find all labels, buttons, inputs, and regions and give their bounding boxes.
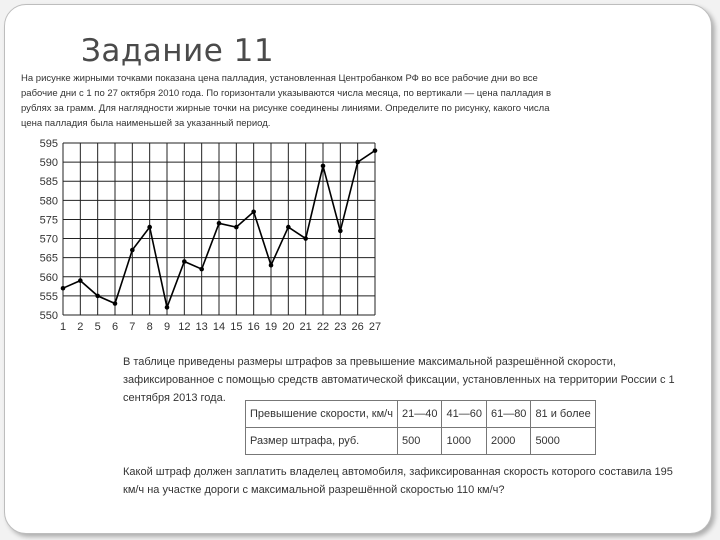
x-tick-label: 6 [111,321,119,333]
x-tick-label: 23 [334,321,347,333]
table-cell: 2000 [486,428,530,455]
table-cell: 41—60 [442,401,486,428]
x-tick-label: 7 [129,321,136,333]
table-cell: 5000 [531,428,595,455]
data-point [147,225,152,230]
x-tick-label: 12 [178,321,191,333]
data-point [286,225,291,230]
x-tick-label: 20 [282,321,295,333]
table-header-cell: Превышение скорости, км/ч [246,401,398,428]
table-row [246,428,596,455]
question-text: Какой штраф должен заплатить владелец автомобиля, зафиксированная скорость которого составила 195 км/ч на участке дороги с максимальной разрешённой скоростью 110 км/ч? [123,466,673,496]
slide [4,4,712,534]
data-point [303,236,308,241]
x-tick-label: 14 [212,321,226,333]
data-point [338,229,343,234]
y-tick-label: 560 [39,271,58,284]
data-point [61,286,66,291]
y-tick-label: 590 [39,157,58,170]
table-header-cell: Размер штрафа, руб. [246,428,398,455]
table-cell: 1000 [442,428,486,455]
y-tick-label: 550 [39,310,58,322]
fines-description: В таблице приведены размеры штрафов за превышение максимальной разрешённой скорости, зафиксированное с помощью средств автоматической фиксации, установленных на территории России с 1 сентября 2013 года. [123,356,675,404]
table-cell: 61—80 [486,401,530,428]
data-point [130,248,135,253]
x-tick-label: 1 [59,321,67,333]
data-point [182,259,187,264]
data-point [321,164,326,169]
x-tick-label: 21 [299,321,312,333]
x-tick-label: 5 [94,321,101,333]
y-tick-label: 585 [39,176,58,189]
data-point [269,263,274,268]
table-cell: 21—40 [397,401,441,428]
x-tick-label: 22 [316,321,330,333]
y-tick-label: 565 [39,252,58,265]
data-point [355,160,360,165]
x-tick-label: 13 [195,321,208,333]
y-tick-label: 580 [39,195,58,208]
x-tick-label: 2 [77,321,84,333]
y-tick-label: 575 [39,214,58,227]
task-text: На рисунке жирными точками показана цена палладия, установленная Центробанком РФ во все рабочие дни во все рабочие дни с 1 по 27 октября 2010 года. По горизонтали указываются числа месяца, по вертикали — цена палладия в рублях за грамм. Для наглядности жирные точки на рисунке соединены линиями. Определите по рисунку, какого числа цена палладия была наименьшей за указанный период. [21,73,552,129]
x-tick-label: 26 [351,321,364,333]
data-point [199,267,204,272]
x-tick-label: 9 [163,321,171,333]
data-point [78,278,83,283]
x-tick-label: 27 [368,321,382,333]
y-tick-label: 595 [39,138,58,150]
fines-table [245,400,596,455]
data-point [373,148,378,153]
palladium-price-chart [23,135,383,335]
x-tick-label: 8 [146,321,153,333]
data-point [95,294,100,299]
data-point [234,225,239,230]
table-cell: 81 и более [531,401,595,428]
table-row [246,401,596,428]
y-tick-label: 555 [39,290,58,303]
data-point [113,301,118,306]
data-point [165,305,170,310]
x-tick-label: 15 [230,321,243,333]
x-tick-label: 16 [247,321,260,333]
y-tick-label: 570 [39,233,58,246]
table-cell: 500 [397,428,441,455]
data-point [217,221,222,226]
data-point [251,210,256,215]
page-title: Задание 11 [81,33,275,69]
x-tick-label: 19 [264,321,278,333]
